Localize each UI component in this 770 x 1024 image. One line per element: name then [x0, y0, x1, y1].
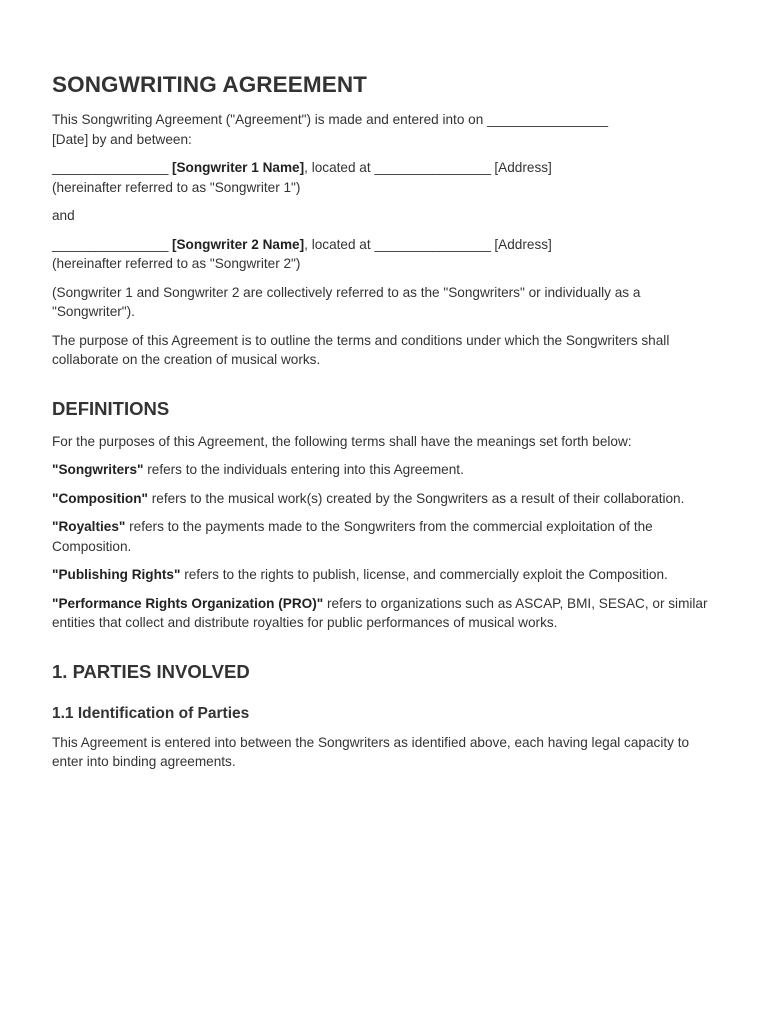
definition-term: "Performance Rights Organization (PRO)" [52, 595, 324, 611]
intro-text-line1: This Songwriting Agreement ("Agreement") is made and entered into on ________________ [52, 112, 609, 127]
party2-name-label: [Songwriter 2 Name] [171, 236, 305, 252]
party1-located-text: , located at [304, 160, 371, 175]
definition-item [52, 594, 718, 633]
party1-referred-text: (hereinafter referred to as "Songwriter 1") [52, 179, 301, 195]
section1-1-text: This Agreement is entered into between the Songwriters as identified above, each having legal capacity to enter into binding agreements. [52, 734, 690, 769]
party2-paragraph [52, 235, 718, 274]
definition-text: refers to the musical work(s) created by the Songwriters as a result of their collaboration. [147, 490, 685, 506]
and-text: and [52, 208, 75, 223]
party1-address-label: [Address] [494, 160, 552, 175]
definition-term: "Publishing Rights" [52, 567, 181, 582]
definition-term: "Songwriters" [52, 462, 144, 477]
definition-item [52, 489, 718, 509]
purpose-paragraph: The purpose of this Agreement is to outline the terms and conditions under which the Songwriters shall collaborate on the creation of musical works. [52, 332, 670, 367]
party1-name-label: [Songwriter 1 Name] [171, 160, 305, 175]
intro-paragraph [52, 110, 718, 149]
party1-address-blank: ________________ [374, 160, 491, 175]
party1-name-blank: ________________ [52, 160, 169, 175]
definition-text: refers to the rights to publish, license, and commercially exploit the Composition. [180, 567, 668, 582]
party2-referred-text: (hereinafter referred to as "Songwriter 2") [52, 256, 301, 271]
party1-paragraph [52, 158, 718, 197]
intro-text-line2: [Date] by and between: [52, 131, 192, 147]
party2-located-text: , located at [304, 236, 371, 252]
party2-address-blank: ________________ [374, 236, 491, 252]
party2-address-label: [Address] [494, 236, 552, 252]
definition-item [52, 565, 718, 585]
definition-term: "Royalties" [52, 519, 126, 534]
definition-item [52, 460, 718, 480]
definition-text: refers to the individuals entering into this Agreement. [143, 462, 464, 477]
definitions-intro: For the purposes of this Agreement, the following terms shall have the meanings set forth below: [52, 433, 632, 449]
definition-text: refers to organizations such as ASCAP, BMI, SESAC, or similar entities that collect and distribute royalties for public performances of musical works. [52, 595, 708, 630]
definition-term: "Composition" [52, 490, 148, 506]
party2-name-blank: ________________ [52, 236, 169, 252]
section1-heading: 1. PARTIES INVOLVED [52, 660, 250, 682]
definition-item [52, 517, 718, 556]
collective-paragraph: (Songwriter 1 and Songwriter 2 are collectively referred to as the "Songwriters" or individually as a "Songwriter"). [52, 284, 641, 319]
definition-text: refers to the payments made to the Songwriters from the commercial exploitation of the Composition. [52, 519, 653, 554]
section1-1-heading: 1.1 Identification of Parties [52, 704, 250, 722]
document-title: SONGWRITING AGREEMENT [52, 72, 368, 97]
definitions-heading: DEFINITIONS [52, 397, 170, 419]
